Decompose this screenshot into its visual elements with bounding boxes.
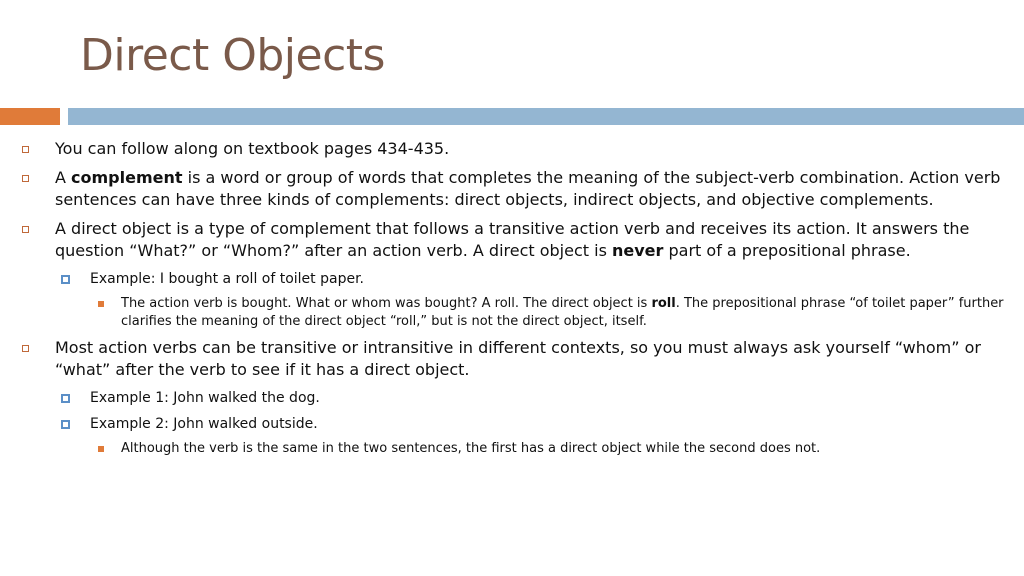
bullet-transitive-intransitive: [20, 337, 1005, 381]
sub-bullet-text: Example 2: John walked outside.: [90, 416, 318, 432]
bullet-text-prefix: A: [55, 168, 72, 187]
blue-square-bullet-icon: [61, 394, 70, 403]
sub-sub-bullet-text-prefix: The action verb is bought. What or whom was bought? A roll. The direct object is: [121, 296, 652, 311]
bullet-text-suffix: part of a prepositional phrase.: [663, 241, 911, 260]
bullet-complement-definition: [20, 167, 1005, 211]
bullet-text: Most action verbs can be transitive or intransitive in different contexts, so you must always ask yourself “whom” or “what” after the verb to see if it has a direct object.: [55, 338, 981, 379]
blue-square-bullet-icon: [61, 420, 70, 429]
sub-bullet-text: Example: I bought a roll of toilet paper.: [90, 271, 364, 287]
sub-bullet-example-2: [20, 414, 1005, 434]
hollow-square-bullet-icon: [22, 146, 29, 153]
bullet-text-suffix: is a word or group of words that completes the meaning of the subject-verb combination. Action verb sentences can have three kinds of complements: direct objects, indirect objects, and objective complements.: [55, 168, 1001, 209]
orange-square-bullet-icon: [98, 446, 104, 452]
bullet-direct-object-definition: [20, 218, 1005, 262]
slide-title: Direct Objects: [80, 30, 385, 81]
bold-term-never: never: [612, 241, 664, 260]
accent-bar-orange: [0, 108, 60, 125]
sub-sub-bullet-text-suffix: . The prepositional phrase “of toilet paper” further clarifies the meaning of the direct object “roll,” but is not the direct object, itself.: [121, 296, 1004, 329]
orange-square-bullet-icon: [98, 301, 104, 307]
bullet-text: You can follow along on textbook pages 434-435.: [55, 139, 450, 158]
bullet-textbook-pages: [20, 138, 1005, 160]
sub-sub-bullet-comparison: [20, 440, 1005, 458]
blue-square-bullet-icon: [61, 275, 70, 284]
bold-term-complement: complement: [71, 168, 183, 187]
sub-sub-bullet-text: Although the verb is the same in the two sentences, the first has a direct object while the second does not.: [121, 441, 821, 456]
hollow-square-bullet-icon: [22, 175, 29, 182]
bullet-text-prefix: A direct object is a type of complement that follows a transitive action verb and receives its action. It answers the question “What?” or “Whom?” after an action verb. A direct object is: [55, 219, 970, 260]
sub-sub-bullet-explanation: [20, 295, 1005, 331]
sub-bullet-example-toilet-paper: [20, 269, 1005, 289]
sub-bullet-text: Example 1: John walked the dog.: [90, 390, 320, 406]
sub-bullet-example-1: [20, 388, 1005, 408]
bullet-list: [20, 138, 1005, 464]
bold-term-roll: roll: [651, 296, 676, 311]
accent-bar-blue: [68, 108, 1024, 125]
hollow-square-bullet-icon: [22, 345, 29, 352]
hollow-square-bullet-icon: [22, 226, 29, 233]
